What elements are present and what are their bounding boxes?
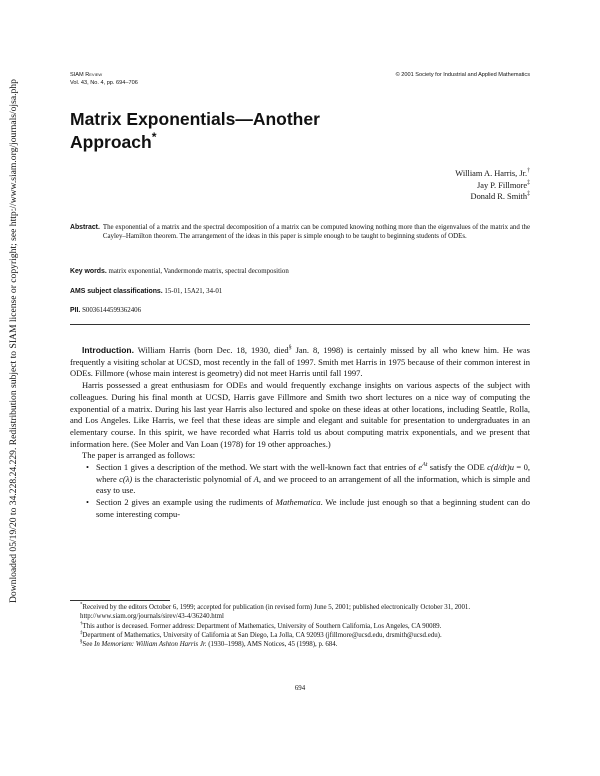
title-footnote-mark: * xyxy=(151,130,157,145)
page-number: 694 xyxy=(294,685,306,692)
section-divider xyxy=(70,324,530,325)
author-harris: William A. Harris, Jr.† xyxy=(455,168,530,178)
introduction xyxy=(70,345,530,521)
author-list xyxy=(330,168,530,203)
abstract-label: Abstract. xyxy=(70,224,100,231)
paper-title xyxy=(70,108,430,154)
bullet-icon: • xyxy=(86,462,89,473)
outline-list xyxy=(70,462,530,521)
intro-paragraph-3: The paper is arranged as follows: xyxy=(82,450,196,461)
pii: PII. S0036144599362406 xyxy=(70,307,142,314)
keywords: Key words. matrix exponential, Vandermonde matrix, spectral decomposition xyxy=(70,268,289,275)
intro-paragraph-2: Harris possessed a great enthusiasm for ODEs and would frequently exchange insights on various aspects of the subject with colleagues. During his final month at UCSD, Harris gave Fillmore and Smith two short lectures on a nice way of computing the exponential of a matrix. During his last year Harris also lectured and spoke on these ideas at other locations, including Seattle, Rolla, and Los Angeles. Like Harris, we feel that these ideas are simple and elegant and suitable for presentation to undergraduates in an elementary course. In this spirit, we have recorded what Harris told us about computing matrix exponentials, and we present that information here. (See Moler and Van Loan (1978) for 19 other approaches.) xyxy=(70,380,530,449)
pii-text: S0036144599362406 xyxy=(82,307,142,314)
title-line-1: Matrix Exponentials—Another xyxy=(70,109,320,129)
footnote-memoriam: §See In Memoriam: William Ashton Harris Jr. (1930–1998), AMS Notices, 45 (1998), p. 684. xyxy=(80,639,338,649)
bullet-icon: • xyxy=(86,497,89,508)
intro-paragraph-1: Introduction. William Harris (born Dec. 18, 1930, died§ Jan. 8, 1998) is certainly missed by all who knew him. He was frequently a visiting scholar at UCSD, most recently in the fall of 1997. Smith met Harris in 1975 because of their common interest in ODEs. Fillmore (whose main interest is geometry) did not meet Harris until fall 1997. xyxy=(70,345,530,379)
journal-volume: Vol. 43, No. 4, pp. 694–706 xyxy=(70,79,138,86)
footnote-divider xyxy=(70,600,170,601)
ams-classifications: AMS subject classifications. 15-01, 15A21, 34-01 xyxy=(70,288,223,295)
footnotes xyxy=(70,603,530,649)
title-line-2: Approach* xyxy=(70,130,157,152)
footnote-url: http://www.siam.org/journals/sirev/43-4/36240.html xyxy=(80,613,224,621)
footnote-received: *Received by the editors October 6, 1999; accepted for publication (in revised form) June 5, 2001; published electronically October 31, 2001. xyxy=(80,602,471,611)
footnote-harris: †This author is deceased. Former address: Department of Mathematics, University of Southern California, Los Angeles, CA 90089. xyxy=(80,621,442,630)
footnote-ucsd: ‡Department of Mathematics, University of California at San Diego, La Jolla, CA 92093 (jfillmore@ucsd.edu, drsmith@ucsd.edu). xyxy=(80,630,442,639)
ams-text: 15-01, 15A21, 34-01 xyxy=(164,288,223,295)
journal-header xyxy=(70,72,138,87)
author-fillmore: Jay P. Fillmore‡ xyxy=(477,179,530,190)
download-notice: Downloaded 05/19/20 to 34.228.24.229. Redistribution subject to SIAM license or copyright; see http://www.siam.org/journals/ojsa.php xyxy=(8,79,19,603)
abstract xyxy=(70,223,530,242)
author-smith: Donald R. Smith‡ xyxy=(470,191,530,202)
outline-item-section-2: • Section 2 gives an example using the rudiments of Mathematica. We include just enough so that a beginning student can do some interesting compu- xyxy=(86,497,530,519)
copyright-line: © 2001 Society for Industrial and Applied Mathematics xyxy=(395,72,530,78)
keywords-text: matrix exponential, Vandermonde matrix, spectral decomposition xyxy=(108,268,289,275)
intro-heading: Introduction. xyxy=(82,345,134,355)
abstract-text: The exponential of a matrix and the spectral decomposition of a matrix can be computed knowing nothing more than the eigenvalues of the matrix and the Cayley–Hamilton theorem. The arrangement of the ideas in this paper is simple enough to be taught to beginning students of ODEs. xyxy=(102,224,530,241)
journal-name: SIAM Review xyxy=(70,72,103,78)
outline-item-section-1: • Section 1 gives a description of the method. We start with the well-known fact that entries of $e^{At}$ satisfy the ODE c(d/dt)u = 0, where c(λ) is the characteristic polynomial of A, and we proceed to an arrangement of all the information, which is simple and easy to use. xyxy=(86,462,531,496)
